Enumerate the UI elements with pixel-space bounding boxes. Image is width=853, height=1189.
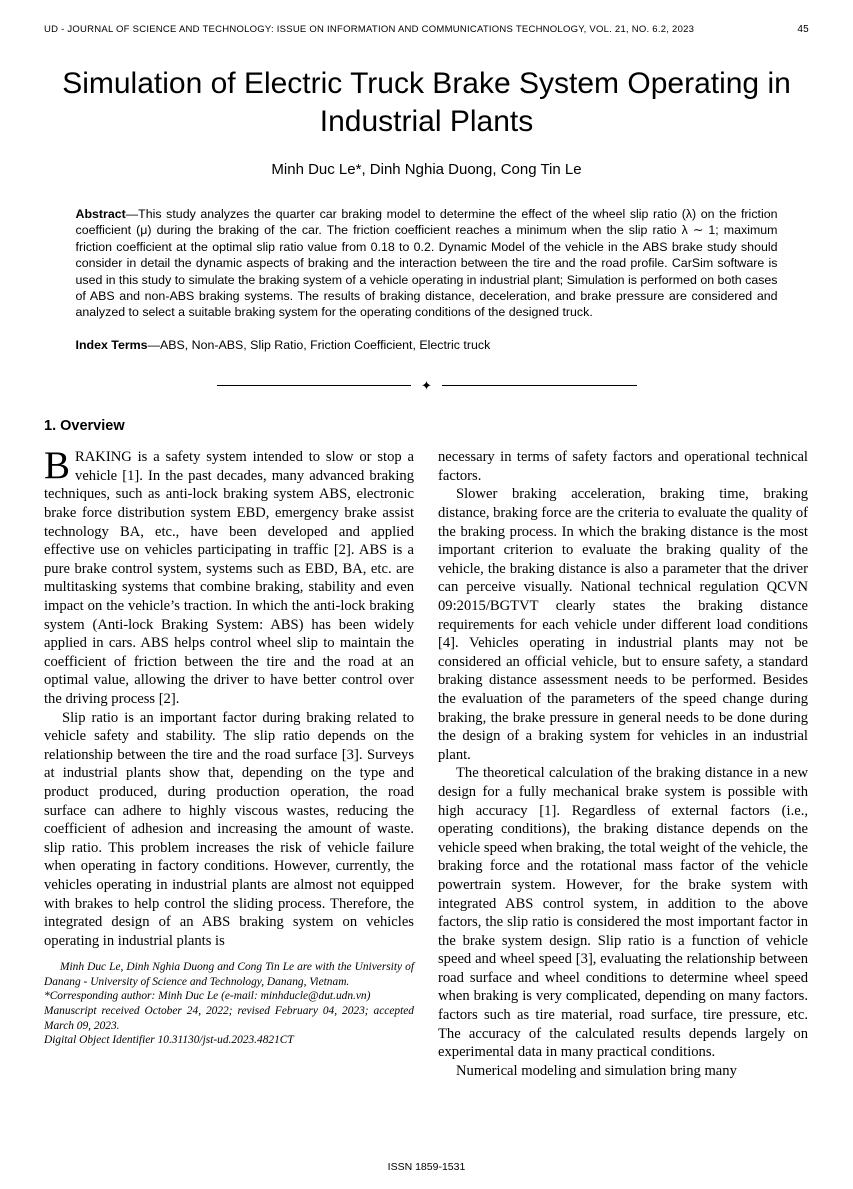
page-number: 45 (797, 24, 809, 35)
section-divider (217, 379, 637, 392)
abstract-text: —This study analyzes the quarter car braking model to determine the effect of the wheel slip ratio (λ) on the friction coefficient (μ) during the braking of the car. The friction coefficient reaches a minimum when the slip ratio λ ∼ 1; maximum friction coefficient at the optimal slip ratio value from 0.18 to 0.2. Dynamic Model of the vehicle in the ABS brake study should consider in detail the dynamic aspects of braking and the interaction between the tire and the road profile. CarSim software is used in this study to simulate the braking system of a vehicle operating in industrial plant; Simulation is performed on both cases of ABS and non-ABS braking systems. The results of braking distance, deceleration, and brake pressure are considered and analyzed to select a suitable braking system for the operating conditions of the designed truck. (75, 207, 778, 320)
authors-line: Minh Duc Le*, Dinh Nghia Duong, Cong Tin Le (271, 161, 582, 178)
issn-footer: ISSN 1859-1531 (387, 1161, 466, 1173)
section-heading-overview: 1. Overview (44, 418, 125, 435)
body-paragraph-2: Slip ratio is an important factor during braking related to vehicle safety and stability. The slip ratio depends on the relationship between the tire and the road surface [3]. Surveys at industrial plants show that, depending on the type and product produced, during production operation, the road surface can adhere to highly viscous wastes, reducing the coefficient of adhesion and increasing the amount of waste. slip ratio. This problem increases the risk of vehicle failure when operating in factory conditions. However, currently, the vehicles operating in industrial plants are almost not equipped with brakes to help control the sliding process. Therefore, the integrated design of an ABS braking system on vehicles operating in industrial plants is (44, 709, 414, 949)
abstract-label: Abstract (75, 207, 126, 221)
footnote-doi: Digital Object Identifier 10.31130/jst-ud.2023.4821CT (44, 1034, 294, 1047)
paper-title: Simulation of Electric Truck Brake System Operating in Industrial Plants (62, 67, 791, 138)
index-terms-label: Index Terms (75, 337, 148, 352)
abstract-block (76, 206, 778, 353)
body-paragraph-3: necessary in terms of safety factors and operational technical factors. (438, 449, 808, 484)
body-paragraph-4: Slower braking acceleration, braking time, braking distance, braking force are the criteria to evaluate the quality of the braking process. In which the braking distance is the most important criterion to evaluate the braking quality of the vehicle, the braking distance is also a parameter that the driver can perceive visually. National technical regulation QCVN 09:2015/BGTVT clearly states the braking distance requirements for each vehicle under different load conditions [4]. Vehicles operating in industrial plants may not be considered an official vehicle, but to ensure safety, a standard braking distance assessment needs to be performed. Besides the evaluation of the parameters of the speed change during braking, the brake pressure in general needs to be done during the design of a braking system for vehicles in an industrial plant. (438, 486, 808, 763)
body-paragraph-1-text: RAKING is a safety system intended to slow or stop a vehicle [1]. In the past decades, many advanced braking techniques, such as anti-lock braking system ABS, electronic brake force distribution system EBD, emergency brake assist technology BA, etc., have been developed and applied effective use on vehicles participating in traffic [2]. ABS is a pure brake control system, systems such as EBD, BA, etc. are multitasking systems that combine braking, stability and even impact on the vehicle’s traction. In which the anti-lock braking system (Anti-lock Braking System: ABS) has been widely applied in cars. ABS helps control wheel slip to maintain the coefficient of friction between the tire and the road at an optimal value, allowing the driver to have better control over the driving process [2]. (44, 449, 414, 707)
left-column (44, 444, 414, 1080)
index-terms-text: —ABS, Non-ABS, Slip Ratio, Friction Coefficient, Electric truck (147, 337, 491, 352)
footnote-corresponding-author: *Corresponding author: Minh Duc Le (e-mail: minhducle@dut.udn.vn) (44, 990, 371, 1003)
body-paragraph-6: Numerical modeling and simulation bring many (456, 1062, 737, 1079)
diamond-icon: ✦ (421, 378, 432, 394)
journal-title: UD - JOURNAL OF SCIENCE AND TECHNOLOGY: ISSUE ON INFORMATION AND COMMUNICATIONS TECHNOLOGY, VOL. 21, NO. 6.2, 2023 (44, 24, 695, 35)
abstract-paragraph (76, 206, 778, 321)
running-header (44, 24, 809, 35)
footnote-manuscript-dates: Manuscript received October 24, 2022; revised February 04, 2023; accepted March 09, 2023. (44, 1005, 414, 1032)
author-footnote (44, 960, 414, 1048)
divider-rule-left (217, 385, 412, 386)
body-paragraph-1 (44, 444, 414, 708)
right-column (438, 448, 808, 1080)
body-columns (44, 444, 809, 1080)
footnote-affiliation: Minh Duc Le, Dinh Nghia Duong and Cong Tin Le are with the University of Danang - University of Science and Technology, Danang, Vietnam. (44, 961, 414, 988)
index-terms-paragraph (76, 337, 778, 353)
divider-rule-right (442, 385, 637, 386)
dropcap-letter: B (44, 444, 71, 488)
body-paragraph-5: The theoretical calculation of the braking distance in a new design for a fully mechanical brake system is possible with high accuracy [1]. Regardless of external factors (i.e., operating conditions), the braking distance depends on the vehicle speed when braking, the total weight of the vehicle, the braking force and the rotational mass factor of the vehicle powertrain system. However, for the brake system with integrated ABS control system, in addition to the above factors, the slip ratio is considered the most important factor in the brake system design. Slip ratio is a function of vehicle speed and wheel speed [3], evaluating the relationship between road surface and wheel conditions to determine wheel speed when braking is very complicated, depending on many factors. factors such as tire material, road surface, tire pressure, etc. The accuracy of the calculated results depends largely on experimental data in many practical conditions. (438, 765, 808, 1061)
